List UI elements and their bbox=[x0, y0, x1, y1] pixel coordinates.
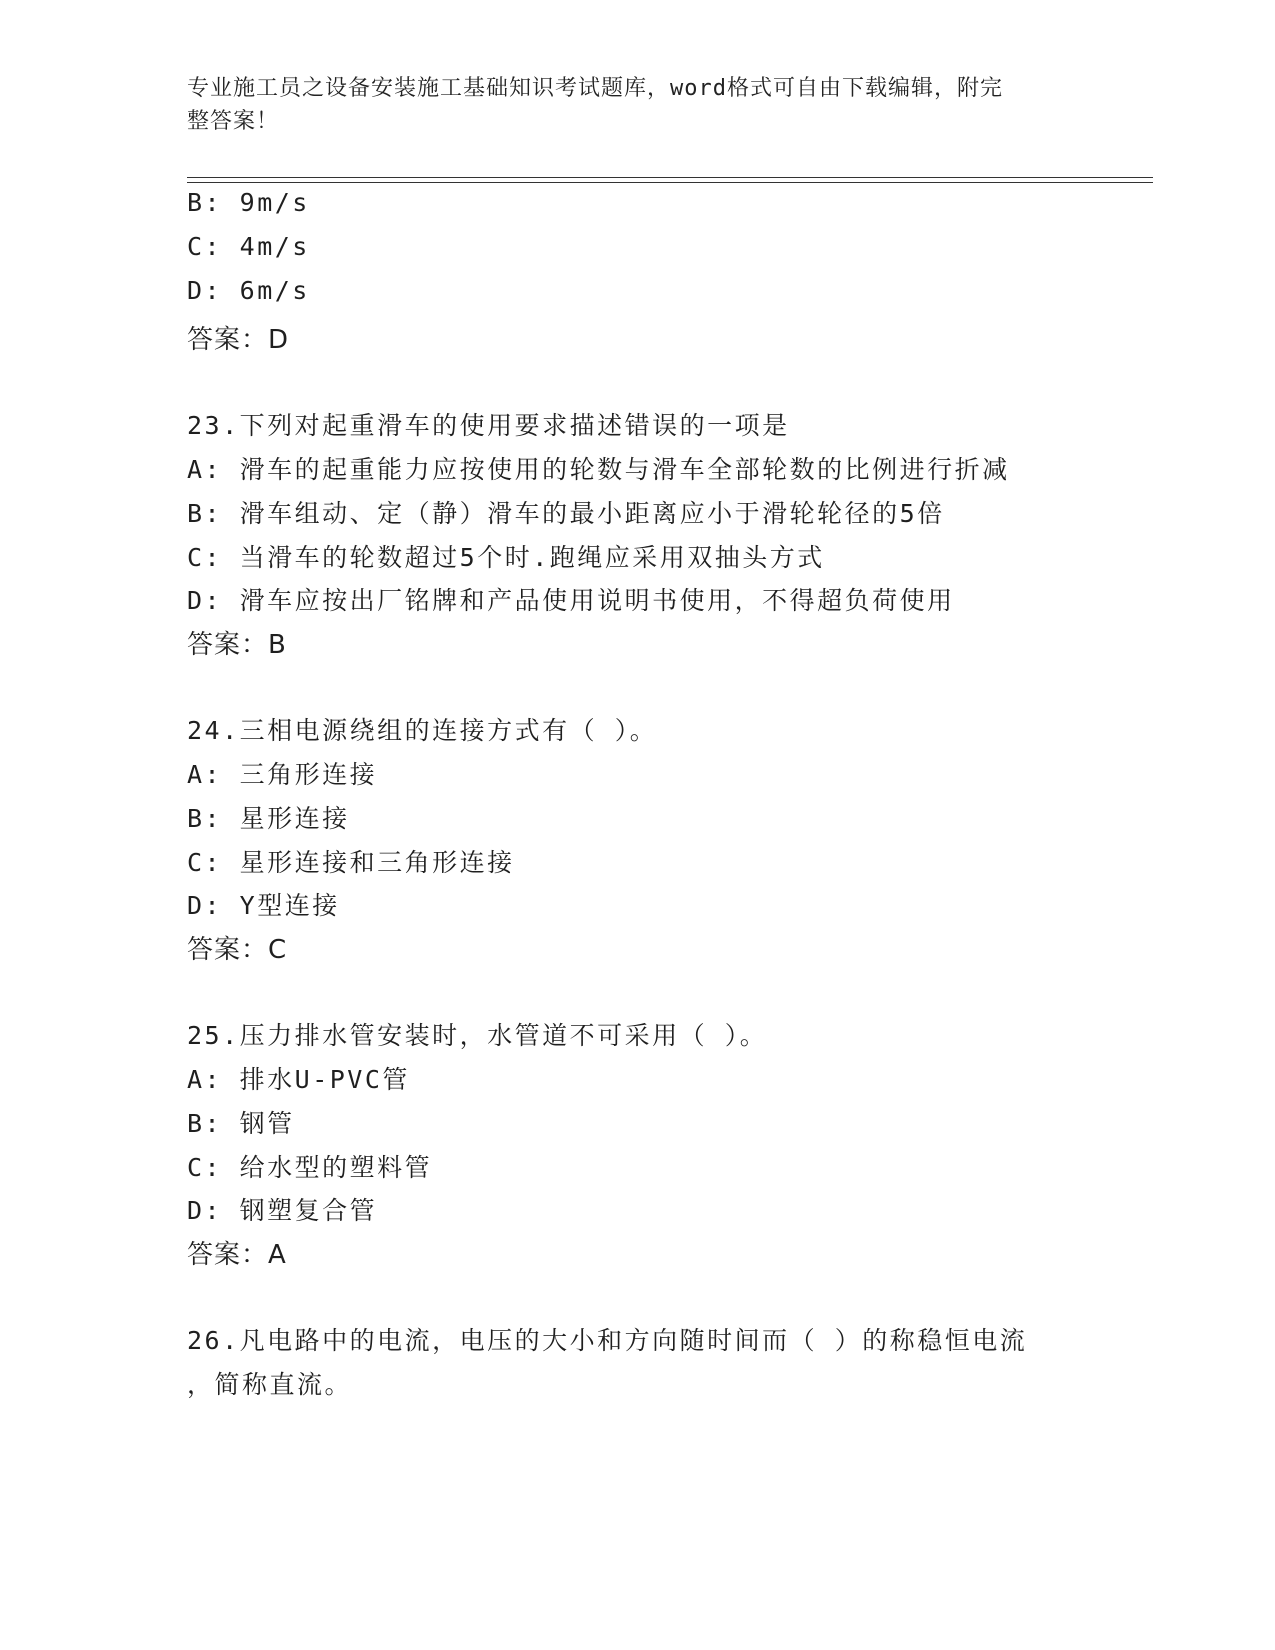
q24-option-b: B: 星形连接 bbox=[187, 804, 350, 833]
q23-option-c: C: 当滑车的轮数超过5个时.跑绳应采用双抽头方式 bbox=[187, 543, 825, 572]
q25-option-c: C: 给水型的塑料管 bbox=[187, 1153, 433, 1182]
header-divider-bottom bbox=[187, 182, 1153, 183]
header-text-line-2: 整答案！ bbox=[187, 109, 280, 134]
q23-answer: 答案：B bbox=[187, 630, 287, 660]
page-header bbox=[187, 72, 1067, 138]
q25-question: 25.压力排水管安装时，水管道不可采用（ ）。 bbox=[187, 1021, 768, 1050]
header-divider-top bbox=[187, 177, 1153, 178]
q25-answer: 答案：A bbox=[187, 1240, 287, 1270]
q24-option-a: A: 三角形连接 bbox=[187, 760, 378, 789]
q24-option-c: C: 星形连接和三角形连接 bbox=[187, 848, 515, 877]
q25-option-b: B: 钢管 bbox=[187, 1109, 295, 1138]
q25-option-d: D: 钢塑复合管 bbox=[187, 1196, 378, 1225]
q22-option-d: D: 6m/s bbox=[187, 276, 310, 305]
q22-answer: 答案：D bbox=[187, 325, 290, 355]
q23-option-a: A: 滑车的起重能力应按使用的轮数与滑车全部轮数的比例进行折减 bbox=[187, 455, 1010, 484]
q24-answer: 答案：C bbox=[187, 935, 288, 965]
q24-question: 24.三相电源绕组的连接方式有（ ）。 bbox=[187, 716, 658, 745]
q23-option-d: D: 滑车应按出厂铭牌和产品使用说明书使用，不得超负荷使用 bbox=[187, 586, 955, 615]
q23-question: 23.下列对起重滑车的使用要求描述错误的一项是 bbox=[187, 411, 790, 440]
q22-option-b: B: 9m/s bbox=[187, 188, 310, 217]
q23-option-b: B: 滑车组动、定（静）滑车的最小距离应小于滑轮轮径的5倍 bbox=[187, 499, 945, 528]
q22-option-c: C: 4m/s bbox=[187, 232, 310, 261]
header-text-line-1: 专业施工员之设备安装施工基础知识考试题库，word格式可自由下载编辑，附完 bbox=[187, 76, 1003, 101]
q24-option-d: D: Y型连接 bbox=[187, 891, 340, 920]
q26-question-line-2: ，简称直流。 bbox=[187, 1370, 353, 1399]
q26-question-line-1: 26.凡电路中的电流，电压的大小和方向随时间而（ ）的称稳恒电流 bbox=[187, 1326, 1028, 1355]
q25-option-a: A: 排水U-PVC管 bbox=[187, 1065, 410, 1094]
